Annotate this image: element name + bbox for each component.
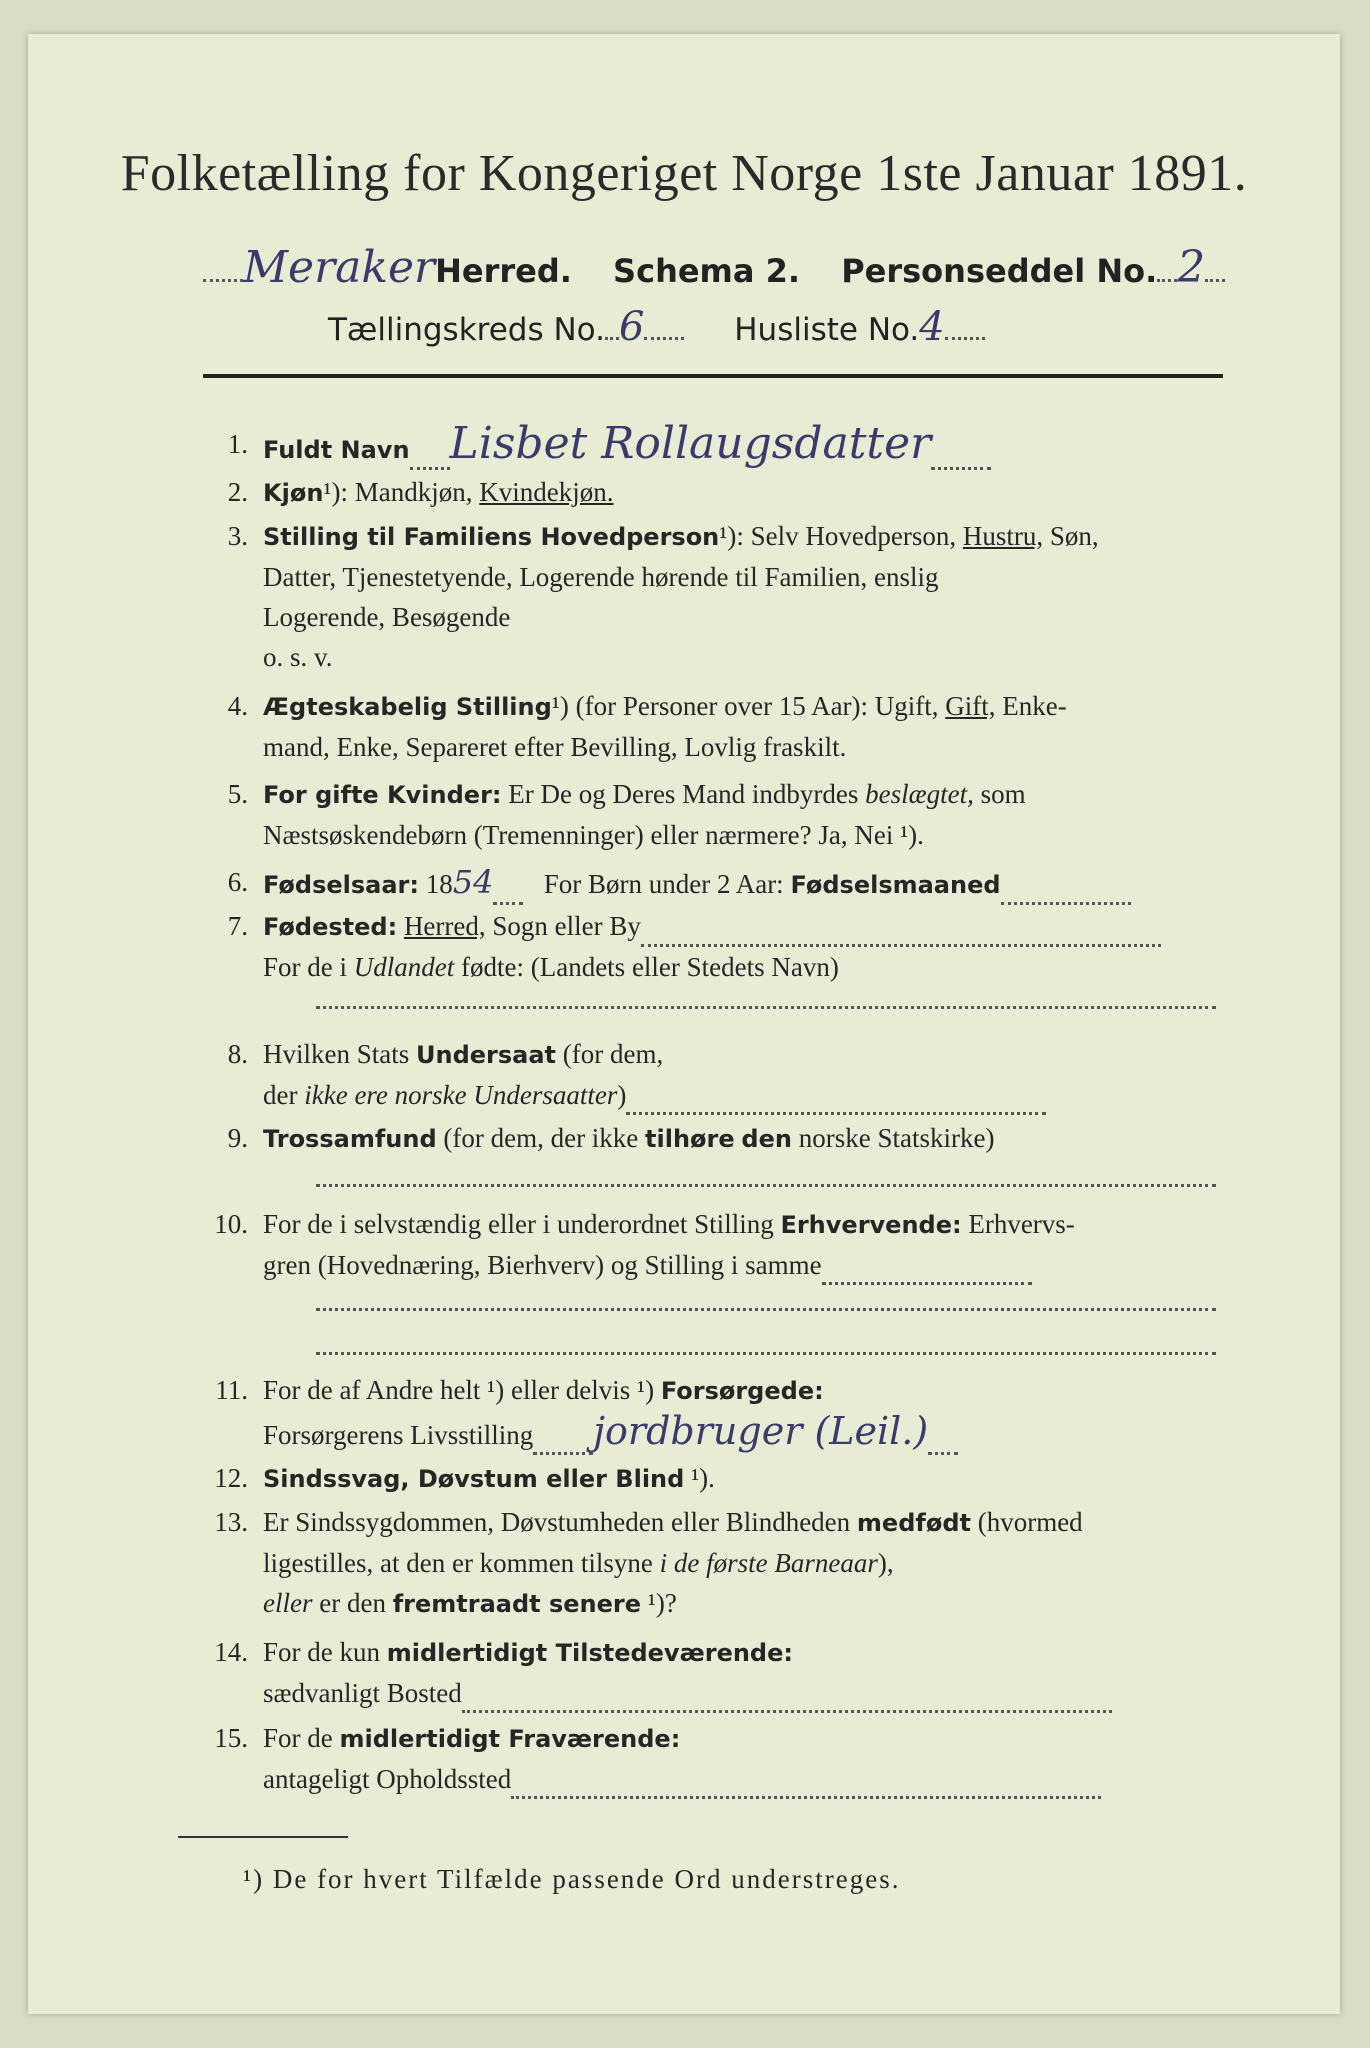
tilstede-label: midlertidigt Tilstedeværende: <box>386 1639 793 1667</box>
udland-text-b: fødte: (Landets eller Stedets Navn) <box>461 952 839 982</box>
item-number: 7. <box>227 911 248 941</box>
fravaerende-text: For de <box>263 1723 333 1753</box>
item-number: 2. <box>227 477 248 507</box>
husliste-value: 4 <box>919 304 945 350</box>
herred-label: Herred. <box>435 252 572 290</box>
medfodt-label: medfødt <box>856 1509 971 1537</box>
medfodt-text-b: (hvormed <box>977 1507 1083 1537</box>
trossamfund-text-b: norske Statskirke) <box>798 1123 995 1153</box>
header-line-3 <box>328 304 985 350</box>
udland-label: Udlandet <box>353 952 455 982</box>
sindssvag-sup: ¹). <box>691 1463 715 1493</box>
dotted-line <box>316 1308 1216 1311</box>
medfodt-line2-italic: i de første Barneaar <box>659 1548 878 1578</box>
sindssvag-label: Sindssvag, Døvstum eller Blind <box>263 1465 685 1493</box>
fuldt-navn-label: Fuldt Navn <box>263 436 410 464</box>
undersaat-label: Undersaat <box>416 1041 557 1069</box>
medfodt-line3-b: ¹)? <box>647 1588 677 1618</box>
medfodt-line2-a: ligestilles, at den er kommen tilsyne <box>263 1548 653 1578</box>
livsstilling-label: Forsørgerens Livsstilling <box>263 1420 534 1450</box>
stilling-line-4: o. s. v. <box>263 642 333 672</box>
stilling-text-b: Søn, <box>1049 521 1099 551</box>
undersaat-text-b: (for dem, <box>562 1039 664 1069</box>
herred-dots <box>203 279 243 282</box>
census-form <box>28 34 1340 2014</box>
herred-handwritten: Meraker <box>243 242 436 293</box>
aegteskab-label: Ægteskabelig Stilling <box>263 693 552 721</box>
bosted-label: sædvanligt Bosted <box>263 1678 462 1708</box>
undersaat-line2-a: der <box>263 1080 298 1110</box>
stilling-selected: Hustru, <box>962 521 1044 551</box>
gifte-kvinder-label: For gifte Kvinder: <box>263 781 502 809</box>
personseddel-label: Personseddel No. <box>841 252 1158 290</box>
fuldt-navn-value: Lisbet Rollaugsdatter <box>449 418 932 469</box>
erhverv-text: For de i selvstændig eller i underordnet Stilling <box>263 1209 774 1239</box>
form-title: Folketælling for Kongeriget Norge 1ste Januar 1891. <box>120 145 1248 202</box>
header-rule <box>203 374 1223 378</box>
medfodt-line2-b: ), <box>877 1548 894 1578</box>
undersaat-line2-b: ) <box>617 1080 627 1110</box>
kjon-selected: Kvindekjøn. <box>479 477 614 507</box>
item-number: 13. <box>214 1507 248 1537</box>
fodselsaar-value: 54 <box>452 863 494 901</box>
taellingskreds-value: 6 <box>618 304 645 350</box>
erhverv-line-2: gren (Hovednæring, Bierhverv) og Stilling i samme <box>263 1250 822 1280</box>
trossamfund-label: Trossamfund <box>263 1125 437 1153</box>
stilling-line-3: Logerende, Besøgende <box>263 602 511 632</box>
fodselsaar-prefix: 18 <box>425 869 453 899</box>
forsorgede-text: For de af Andre helt ¹) eller delvis ¹) <box>263 1375 655 1405</box>
aegteskab-text: ¹) (for Personer over 15 Aar): Ugift, <box>551 691 939 721</box>
medfodt-text: Er Sindssygdommen, Døvstumheden eller Blindheden <box>263 1507 851 1537</box>
medfodt-line3-italic: eller <box>263 1588 313 1618</box>
aegteskab-line-2: mand, Enke, Separeret efter Bevilling, Lovlig fraskilt. <box>263 732 847 762</box>
fodselsmaaned-label: Fødselsmaaned <box>790 871 1001 899</box>
gifte-text: Er De og Deres Mand indbyrdes <box>508 779 859 809</box>
trossamfund-text: (for dem, der ikke <box>443 1123 639 1153</box>
undersaat-text: Hvilken Stats <box>263 1039 410 1069</box>
item-number: 15. <box>214 1723 248 1753</box>
item-number: 1. <box>227 429 248 459</box>
gifte-line-2: Næstsøskendebørn (Tremenninger) eller nærmere? Ja, Nei ¹). <box>263 820 924 850</box>
livsstilling-value: jordbruger (Leil.) <box>593 1409 929 1453</box>
item-number: 11. <box>215 1375 248 1405</box>
item-number: 10. <box>214 1209 248 1239</box>
footnote: ¹) De for hvert Tilfælde passende Ord understreges. <box>243 1864 901 1894</box>
erhverv-label: Erhvervende: <box>780 1211 962 1239</box>
personseddel-value: 2 <box>1177 242 1206 293</box>
item-number: 8. <box>227 1039 248 1069</box>
stilling-line-2: Datter, Tjenestetyende, Logerende hørende til Familien, enslig <box>263 562 939 592</box>
trossamfund-den: den <box>741 1125 792 1153</box>
tilstede-text: For de kun <box>263 1637 380 1667</box>
udland-text-a: For de i <box>263 952 347 982</box>
fravaerende-label: midlertidigt Fraværende: <box>339 1725 681 1753</box>
kjon-text: ¹): Mandkjøn, <box>323 477 473 507</box>
stilling-label: Stilling til Familiens Hovedperson <box>263 523 720 551</box>
husliste-label: Husliste No. <box>734 312 920 348</box>
fodselsaar-label: Fødselsaar: <box>263 871 419 899</box>
medfodt-line3: er den <box>319 1588 386 1618</box>
stilling-text: ¹): Selv Hovedperson, <box>719 521 957 551</box>
item-number: 6. <box>227 867 248 897</box>
forsorgede-label: Forsørgede: <box>660 1377 824 1405</box>
trossamfund-tilhore: tilhøre <box>645 1125 735 1153</box>
item-number: 3. <box>227 521 248 551</box>
aegteskab-selected: Gift, <box>945 691 996 721</box>
dotted-line <box>316 1352 1216 1355</box>
opholdssted-label: antageligt Opholdssted <box>263 1764 512 1794</box>
item-number: 12. <box>214 1463 248 1493</box>
schema-label: Schema 2. <box>613 252 801 290</box>
fodested-label: Fødested: <box>263 913 398 941</box>
undersaat-line2-italic: ikke ere norske Undersaatter <box>304 1080 618 1110</box>
aegteskab-text-b: Enke- <box>1002 691 1067 721</box>
item-number: 5. <box>227 779 248 809</box>
fodselsaar-text: For Børn under 2 Aar: <box>543 869 784 899</box>
footnote-rule <box>178 1836 348 1838</box>
item-number: 9. <box>227 1123 248 1153</box>
fodested-selected: Herred, <box>403 911 486 941</box>
fremtraadt-label: fremtraadt senere <box>392 1590 642 1618</box>
item-number: 14. <box>214 1637 248 1667</box>
item-number: 4. <box>227 691 248 721</box>
header-line-2 <box>203 242 1243 293</box>
taellingskreds-label: Tællingskreds No. <box>328 312 605 348</box>
gifte-beslaegtet: beslægtet, <box>865 779 974 809</box>
erhverv-text-b: Erhvervs- <box>968 1209 1075 1239</box>
gifte-text-b: som <box>980 779 1026 809</box>
kjon-label: Kjøn <box>263 479 324 507</box>
dotted-line <box>316 1006 1216 1009</box>
dotted-line <box>316 1184 1216 1187</box>
fodested-text: Sogn eller By <box>492 911 641 941</box>
